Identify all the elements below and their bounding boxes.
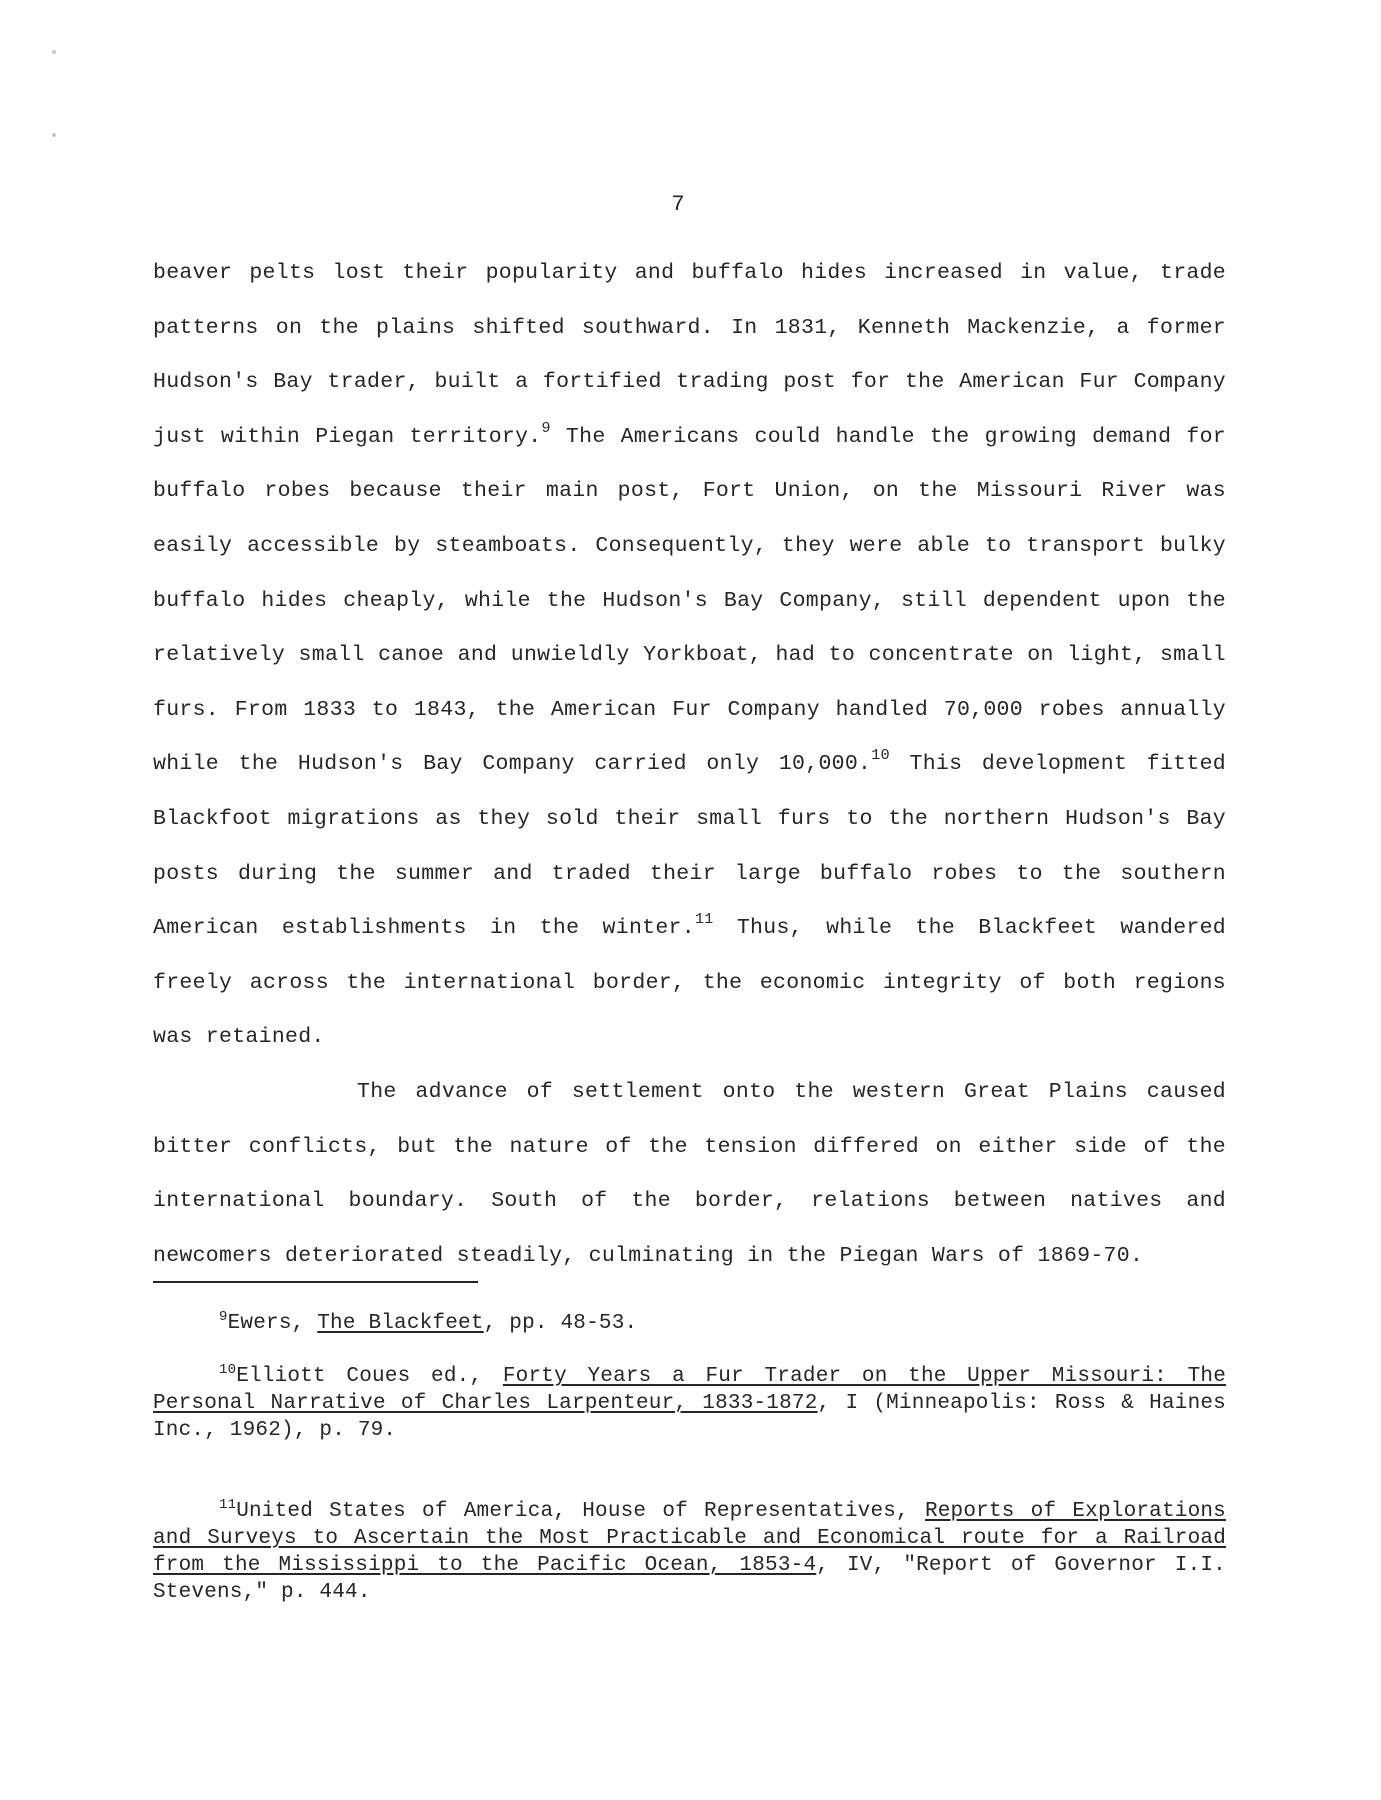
text-run: , I (Minneapolis: Ross & Haines Inc., 1962), p. 79. bbox=[153, 1392, 1226, 1442]
text-run: Ewers, bbox=[227, 1312, 318, 1335]
cited-title: The Blackfeet bbox=[317, 1312, 484, 1335]
footnote-separator bbox=[153, 1281, 478, 1283]
page-number: 7 bbox=[671, 192, 685, 217]
footnote-ref: 9 bbox=[541, 419, 551, 437]
cited-title: Reports of Explorations and Surveys to Ascertain the Most Practicable and Economical route for a Railroad from the Mississippi to the Pacific Ocean, 1853-4 bbox=[153, 1500, 1226, 1577]
text-run: The advance of settlement onto the western Great Plains caused bitter conflicts, but the nature of the tension differed on either side of the international boundary. South of the border, relations between natives and newcomers deteriorated steadily, culminating in the Piegan Wars of 1869-70. bbox=[153, 1079, 1226, 1268]
text-run: Elliott Coues ed., bbox=[236, 1365, 503, 1388]
scan-speck bbox=[52, 50, 56, 54]
footnote-ref: 11 bbox=[219, 1497, 237, 1513]
scan-speck bbox=[52, 133, 56, 137]
text-run: Thus, while the Blackfeet wandered freely across the international border, the economic integrity of both regions was retained. bbox=[153, 916, 1226, 1050]
footnote-ref: 9 bbox=[219, 1309, 228, 1325]
footnote-ref: 10 bbox=[219, 1362, 237, 1378]
footnote-9 bbox=[153, 1310, 1226, 1337]
body-text bbox=[153, 246, 1226, 1283]
text-run: , IV, "Report of Governor I.I. Stevens," p. 444. bbox=[153, 1554, 1226, 1604]
text-run: , pp. 48-53. bbox=[483, 1312, 638, 1335]
text-run: United States of America, House of Representatives, bbox=[236, 1500, 925, 1523]
text-run: beaver pelts lost their popularity and buffalo hides increased in value, trade patterns on the plains shifted southward. In 1831, Kenneth Mackenzie, a former Hudson's Bay trader, built a fortified trading post for the American Fur Company just within Piegan territory. bbox=[153, 261, 1226, 449]
footnote-10 bbox=[153, 1363, 1226, 1444]
text-run: The Americans could handle the growing demand for buffalo robes because their main post, Fort Union, on the Missouri River was easily accessible by steamboats. Consequently, they were able to transport bulky buffalo hides cheaply, while the Hudson's Bay Company, still dependent upon the relatively small canoe and unwieldly Yorkboat, had to concentrate on light, small furs. From 1833 to 1843, the American Fur Company handled 70,000 robes annually while the Hudson's Bay Company carried only 10,000. bbox=[153, 424, 1226, 777]
footnote-11 bbox=[153, 1498, 1226, 1606]
footnote-ref: 10 bbox=[871, 747, 890, 765]
paragraph-2 bbox=[153, 1065, 1226, 1283]
paragraph-1 bbox=[153, 246, 1226, 1065]
footnote-ref: 11 bbox=[694, 911, 714, 929]
text-run: This development fitted Blackfoot migrations as they sold their small furs to the northern Hudson's Bay posts during the summer and traded their large buffalo robes to the southern American establishments in the winter. bbox=[153, 752, 1226, 941]
cited-title: Forty Years a Fur Trader on the Upper Missouri: The Personal Narrative of Charles Larpenteur, 1833-1872 bbox=[153, 1365, 1226, 1415]
